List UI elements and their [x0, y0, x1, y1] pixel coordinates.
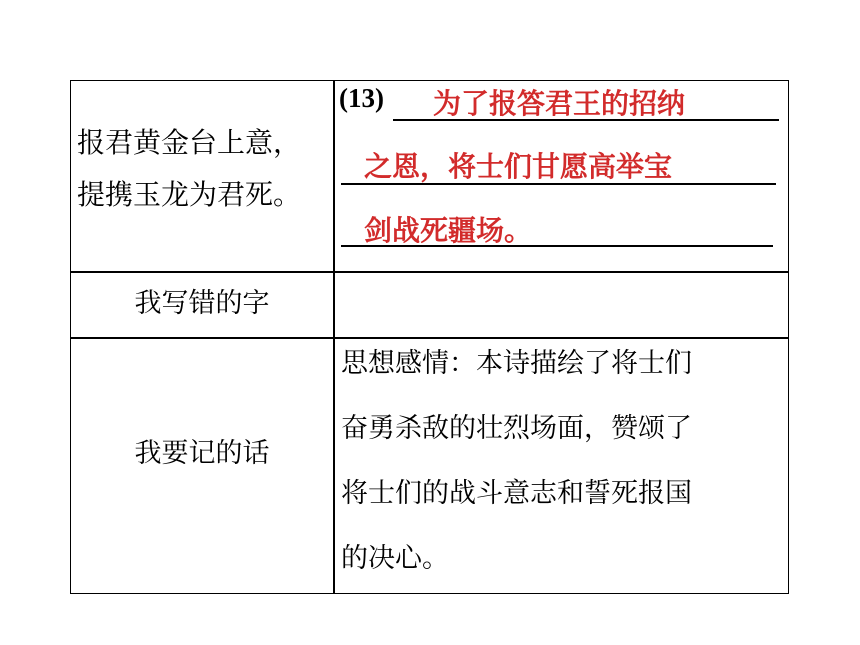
poem-lines [77, 117, 301, 221]
poem-table [70, 80, 789, 594]
feeling-line-3: 将士们的战斗意志和誓死报国 [341, 478, 692, 509]
feeling-line-2: 奋勇杀敌的壮烈场面，赞颂了 [341, 413, 692, 444]
poem-line-1: 报君黄金台上意， [77, 126, 302, 159]
wrong-characters-label: 我写错的字 [134, 288, 270, 319]
row-divider-2 [71, 337, 788, 339]
answer-line-3: 剑战死疆场。 [364, 214, 533, 247]
poem-line-2: 提携玉龙为君死。 [77, 178, 302, 211]
feeling-line-1: 思想感情：本诗描绘了将士们 [341, 348, 692, 379]
feeling-line-4: 的决心。 [341, 543, 449, 574]
remember-words-label: 我要记的话 [134, 438, 270, 469]
answer-line-2: 之恩，将士们甘愿高举宝 [364, 150, 673, 183]
answer-line-1: 为了报答君王的招纳 [433, 87, 686, 120]
question-number: (13) [339, 83, 384, 113]
